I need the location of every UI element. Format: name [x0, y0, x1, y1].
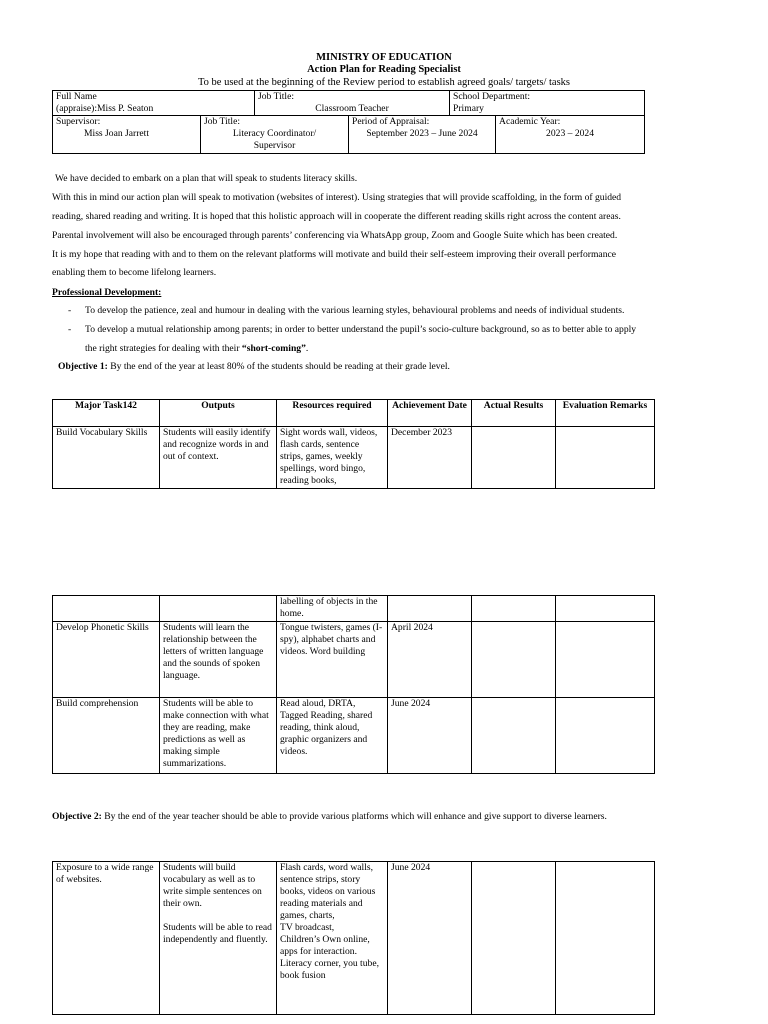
- cell-actual: [472, 698, 556, 774]
- cell-date: June 2024: [388, 862, 472, 1015]
- cell-remarks: [556, 862, 655, 1015]
- school-dept-value: Primary: [453, 103, 484, 114]
- header-outputs: Outputs: [160, 400, 277, 427]
- ministry-heading: MINISTRY OF EDUCATION: [316, 52, 452, 63]
- cell-outputs: [160, 596, 277, 622]
- cell-remarks: [556, 427, 655, 489]
- objective-2-label: Objective 2:: [52, 811, 102, 822]
- academic-year-value: 2023 – 2024: [546, 128, 595, 139]
- job-title-cell: [255, 91, 450, 116]
- task-table-3: [52, 861, 655, 1015]
- cell-task: Exposure to a wide range of websites.: [53, 862, 160, 1015]
- bullet-2-text: the right strategies for dealing with their: [85, 343, 242, 354]
- objective-2-text: By the end of the year teacher should be able to provide various platforms which will enhance and give support to diverse learners.: [101, 811, 607, 822]
- paragraph-1: We have decided to embark on a plan that will speak to students literacy skills.: [55, 173, 358, 184]
- cell-date: December 2023: [388, 427, 472, 489]
- table-row: [53, 622, 655, 698]
- bullet-2-line-1: To develop a mutual relationship among parents; in order to better understand the pupil’s socio-culture background, so as to better able to apply: [85, 324, 637, 335]
- sup-job-title-cell: [201, 116, 349, 154]
- cell-resources: Tongue twisters, games (I-spy), alphabet charts and videos. Word building: [277, 622, 388, 698]
- objective-1-text: By the end of the year at least 80% of the students should be reading at their grade level.: [107, 361, 450, 372]
- task-table-1: [52, 399, 655, 489]
- paragraph-6: enabling them to become lifelong learners.: [52, 267, 217, 278]
- academic-year-label: Academic Year:: [499, 116, 561, 127]
- professional-development-heading: Professional Development:: [52, 287, 162, 298]
- cell-outputs: Students will build vocabulary as well as to write simple sentences on their own. Students will be able to read independently and fluently.: [160, 862, 277, 1015]
- cell-task: Build Vocabulary Skills: [53, 427, 160, 489]
- period-label: Period of Appraisal:: [352, 116, 430, 127]
- table-row: [53, 427, 655, 489]
- paragraph-3: reading, shared reading and writing. It is hoped that this holistic approach will in cooperate the different reading skills right across the content areas.: [52, 211, 621, 222]
- school-dept-cell: [450, 91, 645, 116]
- cell-date: April 2024: [388, 622, 472, 698]
- cell-actual: [472, 427, 556, 489]
- paragraph-4: Parental involvement will also be encouraged through parents’ conferencing via WhatsApp group, Zoom and Google Suite which has been created.: [52, 230, 618, 241]
- cell-remarks: [556, 698, 655, 774]
- task-table-2: [52, 595, 655, 774]
- plan-title: Action Plan for Reading Specialist: [307, 64, 461, 75]
- cell-resources: Sight words wall, videos, flash cards, sentence strips, games, weekly spellings, word bingo, reading books,: [277, 427, 388, 489]
- cell-actual: [472, 862, 556, 1015]
- plan-subtitle: To be used at the beginning of the Review period to establish agreed goals/ targets/ tasks: [197, 77, 571, 88]
- cell-remarks: [556, 596, 655, 622]
- job-title-value: Classroom Teacher: [315, 103, 389, 114]
- period-value: September 2023 – June 2024: [366, 128, 478, 139]
- table-row: [53, 862, 655, 1015]
- cell-task: Build comprehension: [53, 698, 160, 774]
- full-name-label: Full Name: [56, 91, 97, 102]
- cell-resources: labelling of objects in the home.: [277, 596, 388, 622]
- period-cell: [349, 116, 496, 154]
- cell-outputs: Students will be able to make connection with what they are reading, make predictions as well as making simple summarizations.: [160, 698, 277, 774]
- cell-date: June 2024: [388, 698, 472, 774]
- supervisor-value: Miss Joan Jarrett: [84, 128, 150, 139]
- supervisor-label: Supervisor:: [56, 116, 101, 127]
- cell-task: Develop Phonetic Skills: [53, 622, 160, 698]
- school-dept-label: School Department:: [453, 91, 531, 102]
- cell-outputs: Students will learn the relationship between the letters of written language and the sounds of spoken language.: [160, 622, 277, 698]
- cell-actual: [472, 596, 556, 622]
- cell-remarks: [556, 622, 655, 698]
- table-row: [53, 698, 655, 774]
- academic-year-cell: [496, 116, 645, 154]
- full-name-value: (appraise):Miss P. Seaton: [56, 103, 154, 114]
- objective-1-label: Objective 1:: [58, 361, 108, 372]
- cell-actual: [472, 622, 556, 698]
- header-actual-results: Actual Results: [472, 400, 556, 427]
- table-row: [53, 596, 655, 622]
- sup-job-title-value: Literacy Coordinator/ Supervisor: [232, 128, 317, 151]
- cell-task: [53, 596, 160, 622]
- bullet-2-period: .: [305, 343, 309, 354]
- objective-2: [52, 811, 732, 823]
- bullet-2-emphasis: “short-coming”: [241, 343, 306, 354]
- header-evaluation-remarks: Evaluation Remarks: [556, 400, 655, 427]
- cell-resources: Read aloud, DRTA, Tagged Reading, shared reading, think aloud, graphic organizers and videos.: [277, 698, 388, 774]
- bullet-1: To develop the patience, zeal and humour in dealing with the various learning styles, behavioural problems and needs of individual students.: [85, 305, 625, 316]
- cell-date: [388, 596, 472, 622]
- supervisor-cell: [53, 116, 201, 154]
- cell-resources: Flash cards, word walls, sentence strips, story books, videos on various reading materials and games, charts, TV broadcast, Children’s Own online, apps for interaction. Literacy corner, you tube, book fusion: [277, 862, 388, 1015]
- full-name-cell: [53, 91, 255, 116]
- header-achievement-date: Achievement Date: [388, 400, 472, 427]
- paragraph-5: It is my hope that reading with and to them on the relevant platforms will motivate and build their self-esteem improving their overall performance: [52, 249, 617, 260]
- cell-outputs: Students will easily identify and recognize words in and out of context.: [160, 427, 277, 489]
- header-major-task: Major Task142: [53, 400, 160, 427]
- job-title-label: Job Title:: [258, 91, 295, 102]
- bullet-dash: -: [68, 305, 72, 316]
- sup-job-title-label: Job Title:: [204, 116, 240, 127]
- objective-1: [58, 361, 738, 373]
- header-resources: Resources required: [277, 400, 388, 427]
- info-table: [52, 90, 645, 154]
- bullet-2-line-2: [85, 343, 735, 355]
- paragraph-2: With this in mind our action plan will speak to motivation (websites of interest). Using strategies that will provide scaffolding, in the form of guided: [52, 192, 622, 203]
- bullet-dash: -: [68, 324, 72, 335]
